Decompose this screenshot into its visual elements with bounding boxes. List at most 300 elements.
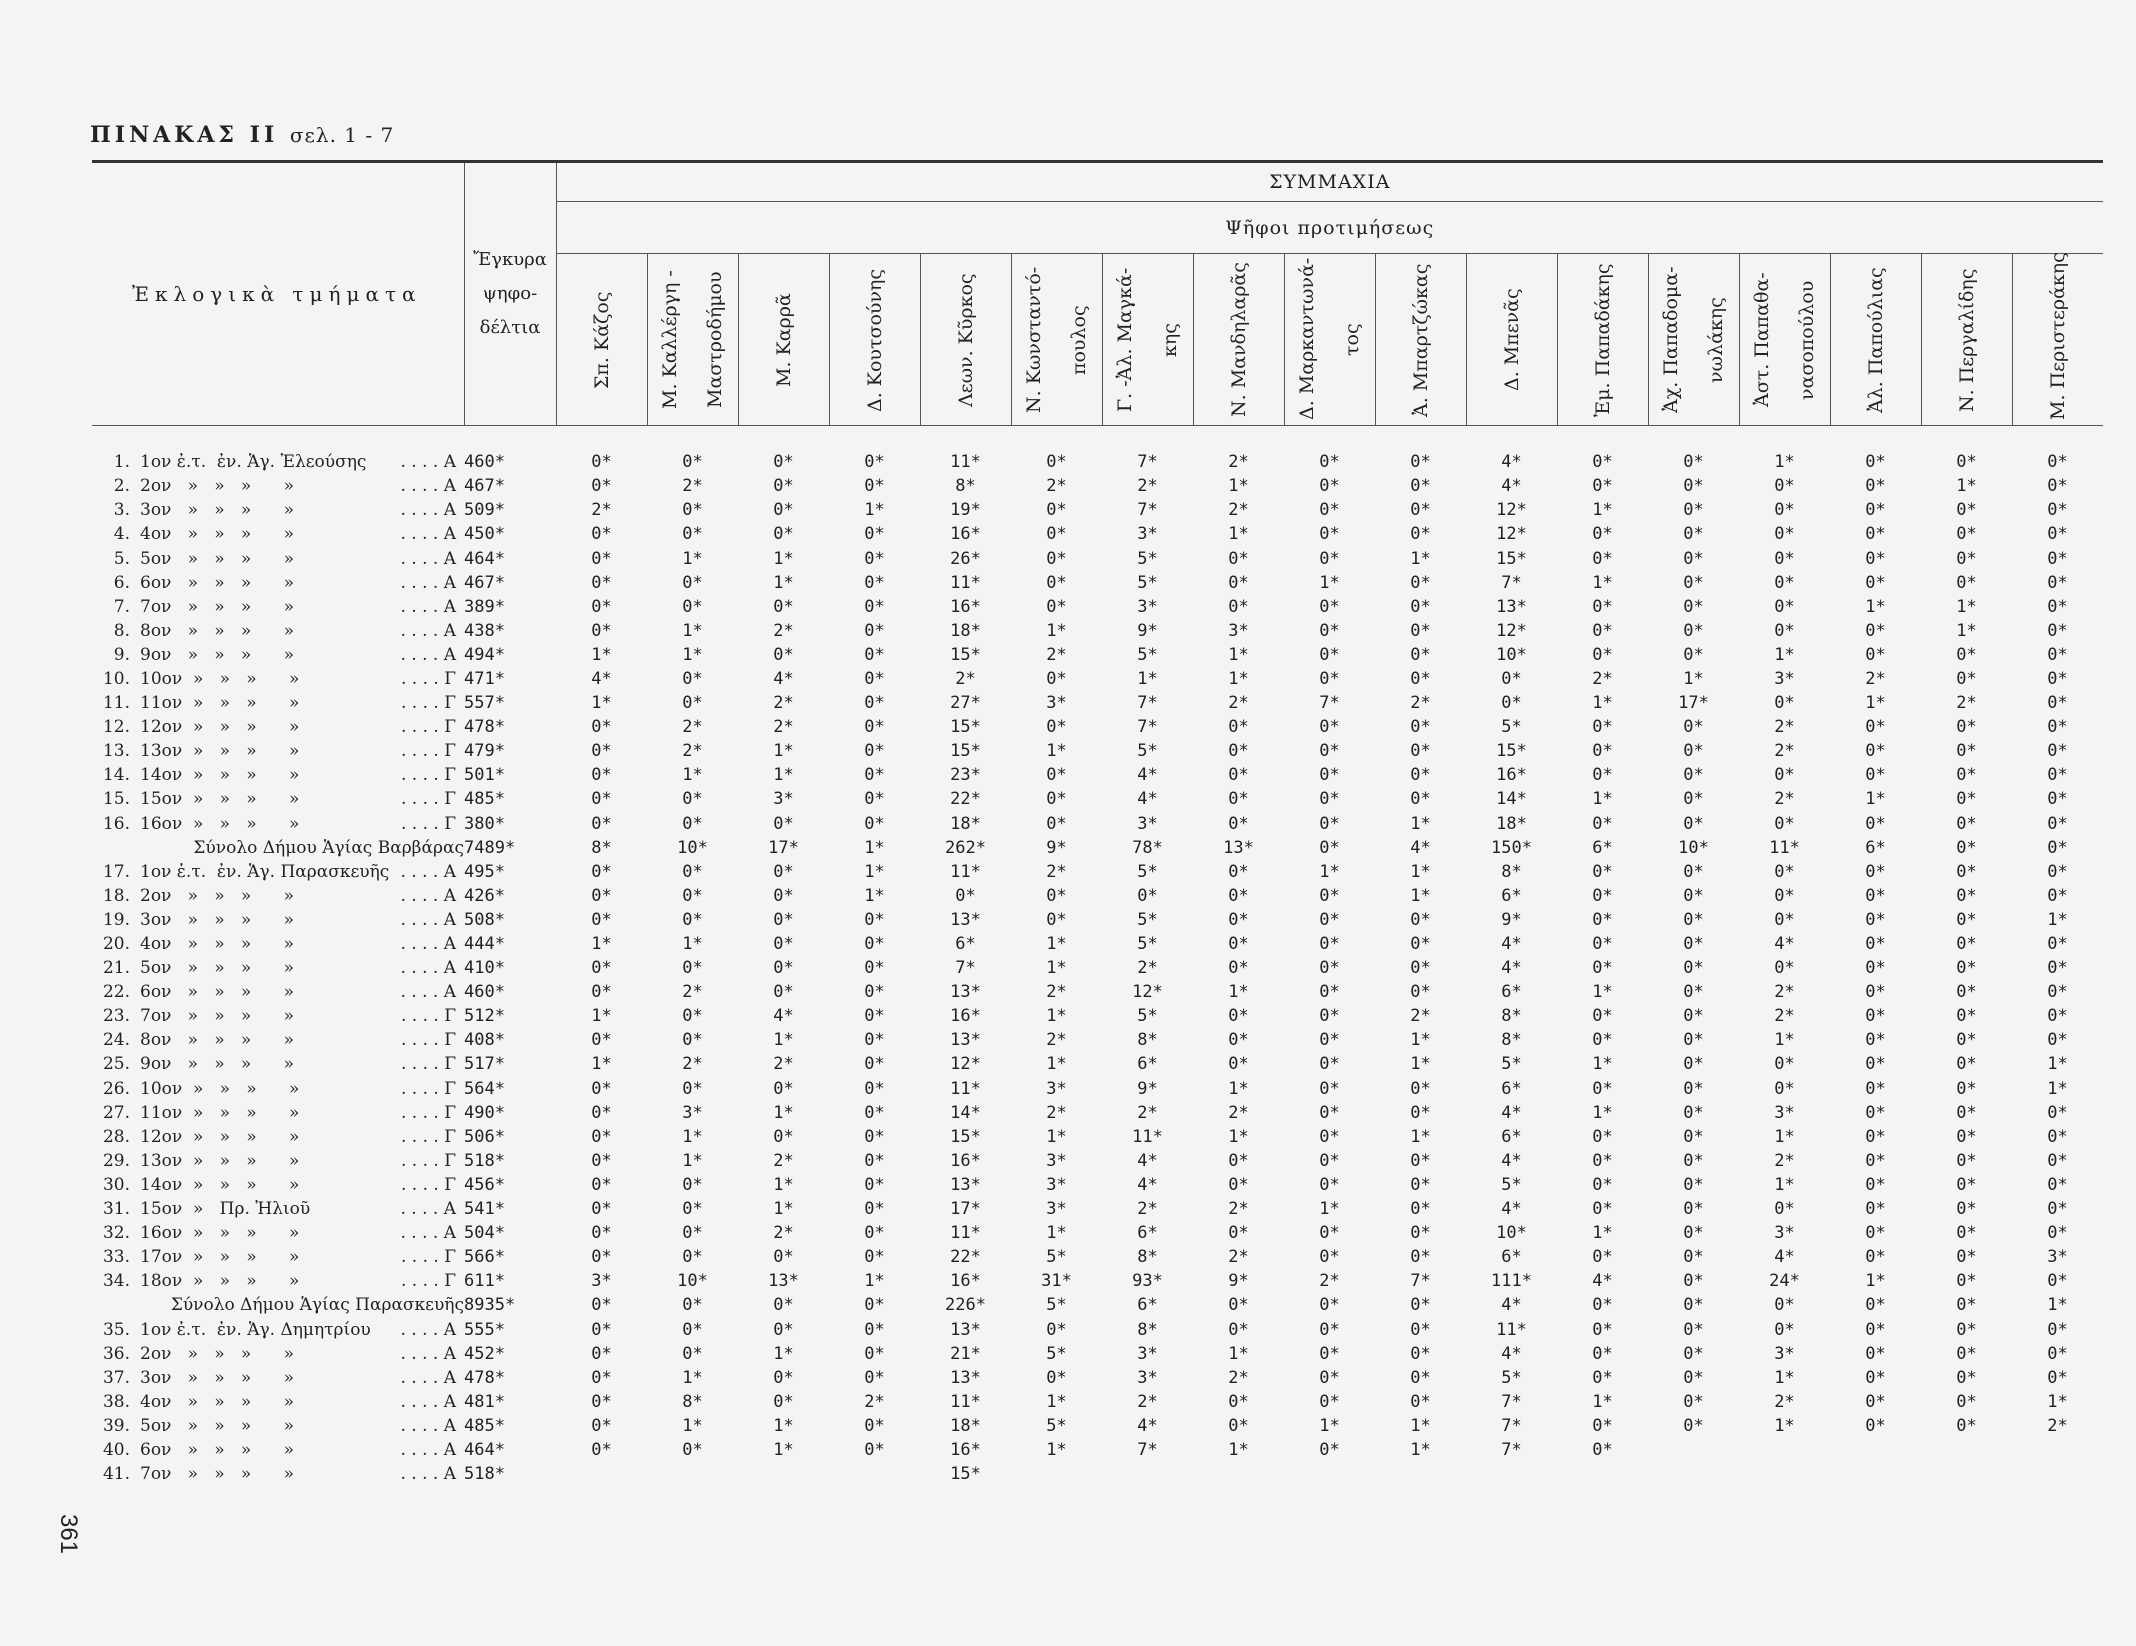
vote-cell: 4* (1137, 1174, 1158, 1195)
vote-cell: 0* (1774, 572, 1795, 593)
vote-cell: 0* (591, 452, 612, 473)
vote-cell: 0* (1774, 813, 1795, 834)
vote-cell: 14* (950, 1102, 981, 1123)
vote-cell: 2* (1774, 1006, 1795, 1027)
vote-cell: 15* (950, 1126, 981, 1147)
vote-cell: 5* (1501, 717, 1522, 738)
vote-cell: 0* (1956, 861, 1977, 882)
vote-cell: 0* (864, 982, 885, 1003)
vote-cell: 2* (1774, 982, 1795, 1003)
vote-cell: 0* (1410, 1319, 1431, 1340)
vote-cell: 1* (1046, 934, 1067, 955)
vote-cell: 0* (864, 1343, 885, 1364)
vote-cell: 0* (1774, 909, 1795, 930)
district-name: 8ον » » » » (140, 620, 295, 641)
table-row (92, 1221, 2103, 1245)
vote-cell: 1* (1592, 789, 1613, 810)
vote-cell: 0* (2047, 934, 2068, 955)
vote-cell: 0* (1956, 885, 1977, 906)
vote-cell: 2* (773, 693, 794, 714)
district-code: . . . . Γ (400, 1102, 456, 1123)
vote-cell: 0* (2047, 1150, 2068, 1171)
vote-cell: 1* (1319, 861, 1340, 882)
vote-cell: 0* (773, 596, 794, 617)
vote-cell: 0* (1956, 1006, 1977, 1027)
vote-cell: 0* (1319, 1030, 1340, 1051)
vote-cell: 2* (773, 1054, 794, 1075)
vote-cell: 16* (950, 1439, 981, 1460)
vote-cell: 2* (1046, 1030, 1067, 1051)
table-row (92, 474, 2103, 498)
row-number: 22. (102, 982, 130, 1003)
vote-cell: 0* (591, 717, 612, 738)
vote-cell: 0* (1319, 1439, 1340, 1460)
vote-cell: 1* (591, 1006, 612, 1027)
vote-cell: 0* (591, 958, 612, 979)
row-number: 23. (102, 1006, 130, 1027)
vote-cell: 0* (1592, 1343, 1613, 1364)
candidate-header (647, 254, 738, 426)
district-label (92, 860, 464, 884)
row-number: 15. (102, 789, 130, 810)
vote-cell: 0* (1592, 1174, 1613, 1195)
vote-cell: 0* (1410, 909, 1431, 930)
vote-cell: 0* (773, 909, 794, 930)
vote-cell: 0* (1956, 548, 1977, 569)
district-name: 3ον » » » » (140, 500, 295, 521)
vote-cell: 0* (864, 1319, 885, 1340)
vote-cell: 5* (1046, 1295, 1067, 1316)
vote-cell: 4* (1592, 1271, 1613, 1292)
vote-cell: 0* (1956, 1367, 1977, 1388)
vote-cell: 1* (1592, 1102, 1613, 1123)
vote-cell: 0* (1865, 982, 1886, 1003)
vote-cell: 0* (1410, 1078, 1431, 1099)
valid-ballots-cell: 7489* (464, 837, 516, 858)
vote-cell: 2* (682, 717, 703, 738)
vote-cell: 2* (2047, 1415, 2068, 1436)
vote-cell: 0* (1774, 765, 1795, 786)
table-row (92, 450, 2103, 474)
district-code: . . . . Α (400, 934, 456, 955)
vote-cell: 0* (1410, 1343, 1431, 1364)
vote-cell: 0* (864, 1439, 885, 1460)
row-number: 36. (102, 1343, 130, 1364)
district-code: . . . . Γ (400, 1174, 456, 1195)
row-number: 24. (102, 1030, 130, 1051)
vote-cell: 1* (1774, 1126, 1795, 1147)
district-label (92, 1462, 464, 1486)
vote-cell: 4* (1501, 476, 1522, 497)
vote-cell: 7* (1137, 1439, 1158, 1460)
vote-cell: 0* (591, 1391, 612, 1412)
vote-cell: 0* (1319, 765, 1340, 786)
vote-cell: 0* (773, 644, 794, 665)
vote-cell: 0* (1774, 548, 1795, 569)
districts-header: Ἐκλογικὰ τμήματα (92, 162, 464, 426)
valid-ballots-cell: 518* (464, 1464, 505, 1485)
vote-cell: 0* (1683, 958, 1704, 979)
vote-cell: 0* (591, 1439, 612, 1460)
vote-cell: 3* (1774, 1223, 1795, 1244)
vote-cell: 8* (955, 476, 976, 497)
district-code: . . . . Γ (400, 693, 456, 714)
vote-cell: 5* (1046, 1247, 1067, 1268)
vote-cell: 2* (1228, 1199, 1249, 1220)
vote-cell: 1* (1228, 1343, 1249, 1364)
vote-cell: 0* (1319, 885, 1340, 906)
vote-cell: 0* (591, 1367, 612, 1388)
vote-cell: 1* (1956, 620, 1977, 641)
district-label (92, 474, 464, 498)
vote-cell: 1* (864, 837, 885, 858)
vote-cell: 16* (1496, 765, 1527, 786)
vote-cell: 0* (1956, 717, 1977, 738)
vote-cell (1557, 1462, 1648, 1486)
vote-cell: 0* (864, 668, 885, 689)
vote-cell: 0* (773, 885, 794, 906)
vote-cell: 2* (1046, 476, 1067, 497)
district-name: 2ον » » » » (140, 476, 295, 497)
vote-cell: 0* (1410, 1199, 1431, 1220)
vote-cell: 0* (1774, 1319, 1795, 1340)
district-code: . . . . Α (400, 452, 456, 473)
vote-cell: 26* (950, 548, 981, 569)
vote-cell: 0* (1683, 1415, 1704, 1436)
vote-cell: 8* (1501, 1030, 1522, 1051)
vote-cell: 226* (945, 1295, 986, 1316)
vote-cell: 1* (682, 1367, 703, 1388)
vote-cell: 0* (1865, 765, 1886, 786)
vote-cell: 3* (1137, 1343, 1158, 1364)
vote-cell: 0* (1319, 1367, 1340, 1388)
district-code: . . . . Α (400, 1343, 456, 1364)
vote-cell: 0* (1865, 813, 1886, 834)
vote-cell: 0* (1592, 1199, 1613, 1220)
vote-cell: 23* (950, 765, 981, 786)
vote-cell: 0* (2047, 1223, 2068, 1244)
vote-cell: 0* (591, 1150, 612, 1171)
vote-cell: 3* (773, 789, 794, 810)
vote-cell: 19* (950, 500, 981, 521)
vote-cell: 0* (1865, 1174, 1886, 1195)
vote-cell: 7* (1410, 1271, 1431, 1292)
vote-cell: 16* (950, 1150, 981, 1171)
vote-cell: 2* (1137, 476, 1158, 497)
vote-cell: 0* (1410, 934, 1431, 955)
vote-cell: 0* (1592, 1030, 1613, 1051)
vote-cell: 0* (1592, 958, 1613, 979)
district-label (92, 595, 464, 619)
vote-cell: 1* (682, 934, 703, 955)
vote-cell: 93* (1132, 1271, 1163, 1292)
vote-cell: 0* (1228, 741, 1249, 762)
district-code: . . . . Γ (400, 1247, 456, 1268)
candidate-header (1011, 254, 1102, 426)
vote-cell: 1* (864, 500, 885, 521)
vote-cell: 13* (950, 1319, 981, 1340)
vote-cell: 4* (1137, 1150, 1158, 1171)
vote-cell: 7* (1319, 693, 1340, 714)
vote-cell (829, 1462, 920, 1486)
vote-cell (647, 1462, 738, 1486)
candidate-header (738, 254, 829, 426)
vote-cell (1648, 1438, 1739, 1462)
vote-cell (556, 1462, 647, 1486)
vote-cell: 0* (1410, 1174, 1431, 1195)
vote-cell: 0* (2047, 1030, 2068, 1051)
vote-cell: 0* (2047, 741, 2068, 762)
vote-cell: 1* (1228, 644, 1249, 665)
valid-ballots-cell: 495* (464, 861, 505, 882)
vote-cell: 1* (773, 548, 794, 569)
candidate-name: Μαστροδήμου (704, 271, 726, 408)
row-number: 20. (102, 934, 130, 955)
vote-cell: 10* (677, 1271, 708, 1292)
vote-cell: 0* (1228, 1150, 1249, 1171)
vote-cell: 0* (1501, 668, 1522, 689)
vote-cell: 0* (1228, 885, 1249, 906)
valid-label-line3: δέλτια (479, 317, 541, 338)
valid-ballots-cell: 512* (464, 1006, 505, 1027)
vote-cell: 0* (1865, 548, 1886, 569)
vote-cell: 0* (591, 1102, 612, 1123)
vote-cell: 18* (950, 1415, 981, 1436)
district-label (92, 1149, 464, 1173)
vote-cell: 1* (1774, 644, 1795, 665)
vote-cell: 0* (1228, 1054, 1249, 1075)
vote-cell: 0* (1956, 1247, 1977, 1268)
table-row (92, 932, 2103, 956)
valid-ballots-cell: 481* (464, 1391, 505, 1412)
valid-ballots-cell: 389* (464, 596, 505, 617)
vote-cell: 0* (682, 500, 703, 521)
vote-cell: 1* (773, 741, 794, 762)
district-label (92, 812, 464, 836)
valid-ballots-cell: 508* (464, 909, 505, 930)
vote-cell: 0* (1683, 524, 1704, 545)
vote-cell: 0* (1501, 693, 1522, 714)
vote-cell: 0* (2047, 885, 2068, 906)
district-name: 16ον » » » » (140, 1223, 300, 1244)
vote-cell: 0* (1046, 1319, 1067, 1340)
vote-cell: 0* (2047, 1174, 2068, 1195)
vote-cell: 0* (1592, 765, 1613, 786)
vote-cell: 0* (591, 596, 612, 617)
district-name: 16ον » » » » (140, 813, 300, 834)
vote-cell: 0* (773, 476, 794, 497)
vote-cell: 0* (1956, 1126, 1977, 1147)
vote-cell: 0* (1683, 1295, 1704, 1316)
vote-cell: 0* (2047, 452, 2068, 473)
vote-cell: 0* (1683, 1199, 1704, 1220)
vote-cell: 0* (773, 1367, 794, 1388)
vote-cell: 1* (1046, 1006, 1067, 1027)
vote-cell: 1* (864, 861, 885, 882)
vote-cell: 0* (1228, 861, 1249, 882)
valid-ballots-cell: 557* (464, 693, 505, 714)
vote-cell: 0* (2047, 837, 2068, 858)
district-label (92, 1342, 464, 1366)
vote-cell: 0* (1865, 476, 1886, 497)
district-label (92, 1052, 464, 1076)
valid-ballots-cell: 478* (464, 1367, 505, 1388)
district-label (92, 643, 464, 667)
vote-cell: 0* (1592, 548, 1613, 569)
vote-cell: 0* (2047, 1343, 2068, 1364)
district-name: 3ον » » » » (140, 909, 295, 930)
vote-cell: 7* (1501, 1391, 1522, 1412)
vote-cell: 0* (1683, 572, 1704, 593)
vote-cell: 0* (591, 1223, 612, 1244)
table-row (92, 1125, 2103, 1149)
vote-cell: 0* (1410, 644, 1431, 665)
vote-cell: 16* (950, 524, 981, 545)
vote-cell: 0* (682, 885, 703, 906)
row-number: 18. (102, 885, 130, 906)
vote-cell: 0* (1046, 500, 1067, 521)
vote-cell: 0* (1865, 500, 1886, 521)
district-name: 5ον » » » » (140, 1415, 295, 1436)
title-pages: σελ. 1 - 7 (289, 123, 395, 147)
vote-cell: 11* (950, 1391, 981, 1412)
vote-cell: 1* (1592, 1391, 1613, 1412)
vote-cell: 0* (1865, 620, 1886, 641)
vote-cell: 0* (1046, 548, 1067, 569)
vote-cell: 0* (1410, 1150, 1431, 1171)
table-row (92, 1004, 2103, 1028)
district-name: 2ον » » » » (140, 885, 295, 906)
district-label (92, 1366, 464, 1390)
vote-cell: 0* (682, 693, 703, 714)
valid-ballots-cell: 460* (464, 452, 505, 473)
vote-cell: 1* (1137, 668, 1158, 689)
valid-ballots-cell: 478* (464, 717, 505, 738)
vote-cell: 0* (1774, 693, 1795, 714)
vote-cell: 0* (1228, 813, 1249, 834)
vote-cell: 4* (773, 1006, 794, 1027)
vote-cell: 0* (1956, 644, 1977, 665)
candidate-name: Μ. Περιστεράκης (2046, 251, 2069, 420)
vote-cell: 7* (955, 958, 976, 979)
vote-cell: 0* (1592, 1367, 1613, 1388)
vote-cell: 18* (950, 813, 981, 834)
vote-cell: 0* (1683, 1006, 1704, 1027)
vote-cell: 1* (1592, 982, 1613, 1003)
vote-cell: 0* (1683, 476, 1704, 497)
vote-cell: 0* (864, 958, 885, 979)
row-number: 28. (102, 1126, 130, 1147)
vote-cell: 0* (1410, 596, 1431, 617)
row-number: 31. (102, 1199, 130, 1220)
table-row (92, 908, 2103, 932)
vote-cell: 0* (1319, 958, 1340, 979)
district-label (92, 763, 464, 787)
vote-cell: 2* (682, 476, 703, 497)
vote-cell: 0* (591, 1126, 612, 1147)
vote-cell: 0* (591, 741, 612, 762)
district-name: 17ον » » » » (140, 1247, 300, 1268)
row-number: 26. (102, 1078, 130, 1099)
vote-cell: 0* (682, 1030, 703, 1051)
vote-cell: 0* (1956, 524, 1977, 545)
vote-cell: 1* (1774, 452, 1795, 473)
vote-cell: 0* (864, 1247, 885, 1268)
vote-cell: 0* (682, 1247, 703, 1268)
vote-cell: 0* (1319, 476, 1340, 497)
vote-cell: 0* (864, 789, 885, 810)
vote-cell: 0* (1228, 596, 1249, 617)
vote-cell: 0* (2047, 1319, 2068, 1340)
vote-cell: 0* (1319, 596, 1340, 617)
vote-cell: 0* (1956, 1343, 1977, 1364)
vote-cell: 0* (1046, 596, 1067, 617)
vote-cell: 1* (773, 572, 794, 593)
vote-cell (1830, 1462, 1921, 1486)
vote-cell: 1* (1319, 1415, 1340, 1436)
district-label (92, 1414, 464, 1438)
vote-cell: 0* (1683, 1150, 1704, 1171)
table-row (92, 595, 2103, 619)
vote-cell: 0* (773, 1391, 794, 1412)
vote-cell: 11* (950, 1078, 981, 1099)
vote-cell: 0* (1319, 837, 1340, 858)
district-code: . . . . Γ (400, 1054, 456, 1075)
district-name: 11ον » » » » (140, 1102, 300, 1123)
vote-cell: 2* (1592, 668, 1613, 689)
candidate-name: Γ. -Ἀλ. Μαγκά- (1114, 267, 1136, 412)
valid-ballots-cell: 456* (464, 1174, 505, 1195)
district-label (92, 522, 464, 546)
vote-cell: 0* (1592, 1078, 1613, 1099)
vote-cell: 0* (591, 620, 612, 641)
vote-cell: 0* (1865, 452, 1886, 473)
district-code: . . . . Α (400, 524, 456, 545)
district-name: 1ον ἐ.τ. ἐν. Ἁγ. Παρασκευῆς (140, 861, 390, 882)
district-name: 14ον » » » » (140, 765, 300, 786)
vote-cell: 2* (1137, 958, 1158, 979)
vote-cell: 0* (864, 1126, 885, 1147)
vote-cell: 0* (591, 476, 612, 497)
district-name: 1ον ἐ.τ. ἐν. Ἁγ. Δημητρίου (140, 1319, 371, 1340)
vote-cell: 2* (1774, 789, 1795, 810)
valid-ballots-cell: 541* (464, 1199, 505, 1220)
vote-cell: 0* (1319, 1343, 1340, 1364)
vote-cell: 0* (2047, 982, 2068, 1003)
vote-cell: 1* (1865, 596, 1886, 617)
subtotal-label: Σύνολο Δήμου Ἁγίας Παρασκευῆς (170, 1295, 464, 1316)
row-number: 29. (102, 1150, 130, 1171)
vote-cell: 1* (773, 1199, 794, 1220)
row-number: 25. (102, 1054, 130, 1075)
vote-cell: 0* (1592, 813, 1613, 834)
district-code: . . . . Α (400, 1319, 456, 1340)
candidate-header (2012, 251, 2103, 426)
row-number: 27. (102, 1102, 130, 1123)
vote-cell: 0* (682, 789, 703, 810)
vote-cell: 0* (1774, 1078, 1795, 1099)
row-number: 33. (102, 1247, 130, 1268)
vote-cell: 0* (773, 452, 794, 473)
district-name: 12ον » » » » (140, 717, 300, 738)
row-number: 4. (113, 524, 130, 545)
vote-cell: 0* (1865, 1030, 1886, 1051)
vote-cell: 2* (1774, 1150, 1795, 1171)
vote-cell: 13* (950, 1367, 981, 1388)
vote-cell: 1* (682, 1150, 703, 1171)
table-row (92, 1390, 2103, 1414)
vote-cell: 0* (773, 1078, 794, 1099)
